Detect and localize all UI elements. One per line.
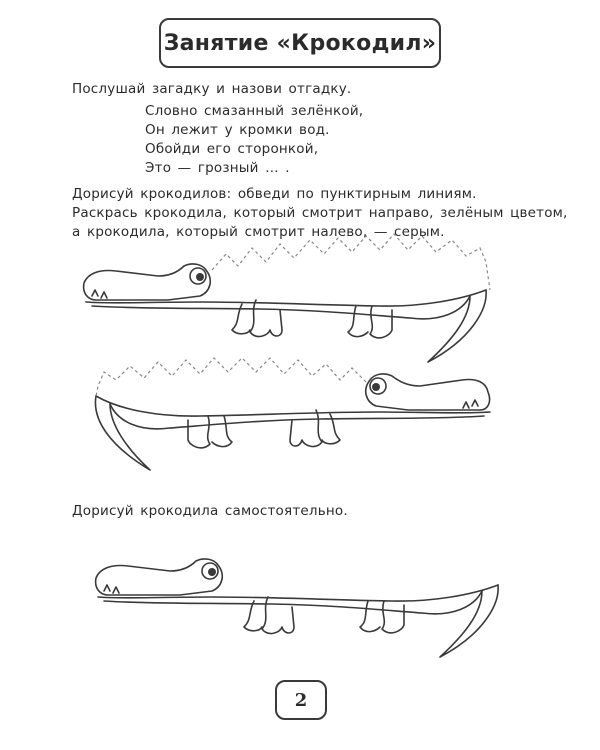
page-title: Занятие «Крокодил» [163, 30, 437, 56]
instruction-line: Раскрась крокодила, который смотрит направо, зелёным цветом, [72, 205, 568, 221]
intro-text: Послушай загадку и назови отгадку. [72, 81, 352, 97]
riddle-line: Он лежит у кромки вод. [145, 122, 330, 138]
instruction-line: а крокодила, который смотрит налево, — серым. [72, 224, 445, 240]
instruction-line: Дорисуй крокодилов: обведи по пунктирным линиям. [72, 186, 477, 202]
page-number: 2 [294, 689, 308, 711]
page-number-box [275, 680, 327, 720]
instruction2-text: Дорисуй крокодила самостоятельно. [72, 503, 348, 519]
riddle-line: Обойди его сторонкой, [145, 141, 319, 157]
riddle-line: Словно смазанный зелёнкой, [145, 103, 364, 119]
riddle-line: Это — грозный … . [145, 160, 290, 176]
